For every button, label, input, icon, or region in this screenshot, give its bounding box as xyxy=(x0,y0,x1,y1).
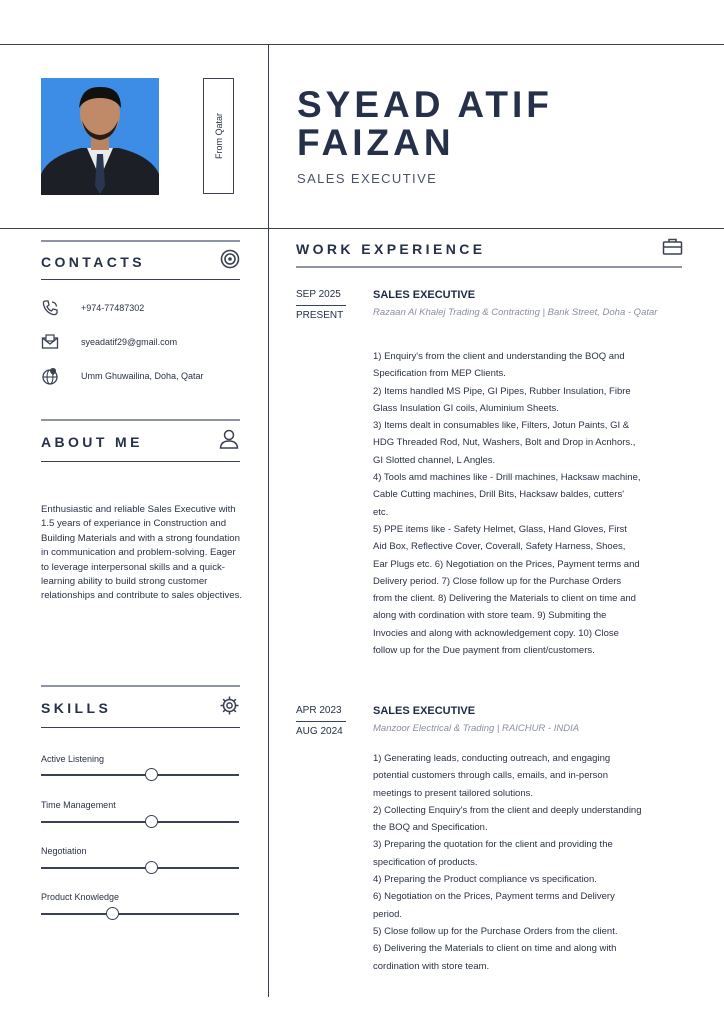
skill-label: Time Management xyxy=(41,800,116,810)
skill-label: Product Knowledge xyxy=(41,892,120,902)
phone-icon xyxy=(41,299,59,317)
contacts-rule-bottom xyxy=(41,279,240,280)
skills-rule-top xyxy=(41,685,240,687)
contact-location-text: Umm Ghuwailina, Doha, Qatar xyxy=(81,371,204,381)
skill-track xyxy=(41,913,239,915)
skill-label: Active Listening xyxy=(41,754,105,764)
job-description-line: HDG Threaded Rod, Nut, Washers, Bolt and Drop in Acnhors., xyxy=(373,437,636,449)
job-description-line: 3) Preparing the quotation for the client and providing the xyxy=(373,839,613,851)
briefcase-icon xyxy=(662,237,683,256)
email-icon xyxy=(41,333,59,351)
job-company: Razaan Al Khalej Trading & Contracting | Bank Street, Doha - Qatar xyxy=(373,307,658,318)
header-bottom-rule xyxy=(0,228,724,229)
column-divider xyxy=(268,44,269,997)
job-description-line: Ear Plugs etc. 6) Negotiation on the Prices, Payment terms and xyxy=(373,558,640,570)
job-description xyxy=(373,348,685,659)
target-icon xyxy=(220,249,240,269)
skill-level-knob xyxy=(106,907,119,920)
job-description-line: follow up for the Due payment from client/customers. xyxy=(373,645,595,657)
job-description-line: from the client. 8) Delivering the Materials to client on time and xyxy=(373,593,636,605)
job-description-line: 4) Tools amd machines like - Drill machines, Hacksaw machine, xyxy=(373,472,641,484)
candidate-role: SALES EXECUTIVE xyxy=(297,171,438,186)
job-company: Manzoor Electrical & Trading | RAICHUR - INDIA xyxy=(373,723,580,734)
job-description-line: 4) Preparing the Product compliance vs specification. xyxy=(373,874,597,886)
job-description-line: cordination with store team. xyxy=(373,960,490,972)
job-description-line: specification of products. xyxy=(373,856,478,868)
name-line-1: SYEAD ATIF xyxy=(297,84,553,125)
job-date-rule xyxy=(296,721,346,722)
job-description-line: etc. xyxy=(373,506,389,518)
job-description-line: Glass Insulation GI coils, Aluminium Sheets. xyxy=(373,402,559,414)
job-description-line: Cable Cutting machines, Drill Bits, Hacksaw baldes, cutters' xyxy=(373,489,625,501)
skills-rule-bottom xyxy=(41,727,240,728)
job-date-start: SEP 2025 xyxy=(296,289,341,300)
job-description-line: GI Slotted channel, L Angles. xyxy=(373,454,496,466)
name-line-2: FAIZAN xyxy=(297,122,455,163)
about-heading: ABOUT ME xyxy=(41,434,143,450)
skill-track xyxy=(41,821,239,823)
job-date-start: APR 2023 xyxy=(296,705,342,716)
skills-heading: SKILLS xyxy=(41,700,112,716)
work-heading: WORK EXPERIENCE xyxy=(296,241,486,257)
origin-label-box xyxy=(203,78,234,194)
job-description-line: 3) Items dealt in consumables like, Filters, Jotun Paints, GI & xyxy=(373,420,630,432)
top-rule xyxy=(0,44,724,45)
about-text: Enthusiastic and reliable Sales Executive with 1.5 years of experiance in Construction and Building Materials and with a strong foundation in communication and problem-solving. Eager to leverage interpersonal skills and a quick-learning ability to build strong customer relationships and contribute to sales objectives. xyxy=(41,504,243,602)
job-description-line: 2) Items handled MS Pipe, GI Pipes, Rubber Insulation, Fibre xyxy=(373,385,631,397)
job-description-line: 1) Generating leads, conducting outreach, and engaging xyxy=(373,753,611,764)
skill-label: Negotiation xyxy=(41,846,87,856)
job-description-line: 5) Close follow up for the Purchase Orders from the client. xyxy=(373,925,618,937)
job-description-line: potential customers through calls, emails, and in-person xyxy=(373,770,608,782)
profile-photo xyxy=(41,78,159,195)
globe-icon xyxy=(41,367,59,385)
skill-track xyxy=(41,774,239,776)
skill-track xyxy=(41,867,239,869)
contact-phone-text: +974-77487302 xyxy=(81,303,145,313)
skill-level-knob xyxy=(145,861,158,874)
job-title: SALES EXECUTIVE xyxy=(373,289,476,301)
job-description-line: Aid Box, Reflective Cover, Coverall, Safety Harness, Shoes, xyxy=(373,541,626,553)
job-description-line: along with cordination with store team. 9) Submiting the xyxy=(373,610,607,622)
job-date-end: PRESENT xyxy=(296,310,344,321)
job-description-line: Delivery period. 7) Close follow up for the Purchase Orders xyxy=(373,575,622,587)
about-rule-bottom xyxy=(41,461,240,462)
skill-level-knob xyxy=(145,768,158,781)
job-description-line: 1) Enquiry's from the client and understanding the BOQ and xyxy=(373,351,625,362)
contact-email-text: syeadatif29@gmail.com xyxy=(81,337,178,347)
job-description-line: 6) Delivering the Materials to client on time and along with xyxy=(373,943,617,955)
work-rule xyxy=(296,266,682,268)
contacts-heading: CONTACTS xyxy=(41,254,145,270)
job-description-line: the BOQ and Specification. xyxy=(373,822,488,834)
skill-level-knob xyxy=(145,815,158,828)
job-date-rule xyxy=(296,305,346,306)
origin-label: From Qatar xyxy=(213,112,224,160)
job-description-line: 5) PPE items like - Safety Helmet, Glass, Hand Gloves, First xyxy=(373,523,627,535)
candidate-name xyxy=(297,86,553,162)
gear-icon xyxy=(219,695,240,716)
job-description-line: meetings to present tailored solutions. xyxy=(373,787,534,799)
job-title: SALES EXECUTIVE xyxy=(373,705,476,717)
job-description xyxy=(373,750,685,975)
about-rule-top xyxy=(41,419,240,421)
job-description-line: period. xyxy=(373,908,403,920)
job-date-end: AUG 2024 xyxy=(296,726,343,737)
user-icon xyxy=(218,428,240,450)
job-description-line: 6) Negotiation on the Prices, Payment terms and Delivery xyxy=(373,891,615,903)
job-description-line: 2) Collecting Enquiry's from the client and deeply understanding xyxy=(373,804,642,816)
contacts-rule-top xyxy=(41,240,240,242)
job-description-line: Invocies and along with acknowledgement copy. 10) Close xyxy=(373,627,619,639)
job-description-line: Specification from MEP Clients. xyxy=(373,368,506,380)
